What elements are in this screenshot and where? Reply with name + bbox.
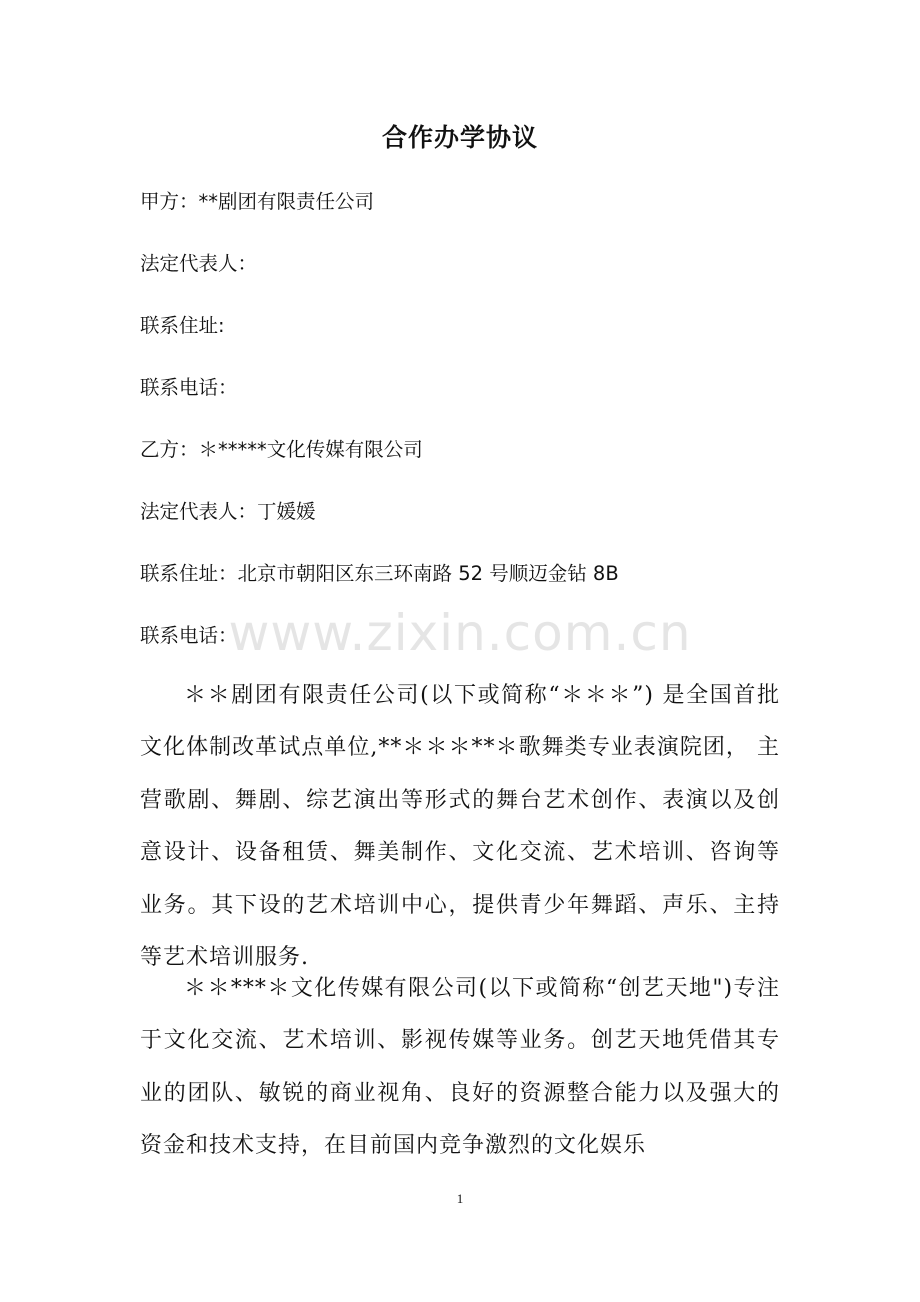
party-a-name xyxy=(140,187,780,217)
field-label: 乙方： xyxy=(140,438,199,461)
field-label: 联系住址： xyxy=(140,562,238,585)
field-value: **剧团有限责任公司 xyxy=(198,190,375,213)
document-title: 合作办学协议 xyxy=(381,123,538,152)
field-label: 甲方： xyxy=(140,190,199,213)
field-label: 联系电话： xyxy=(140,376,238,399)
field-label: 联系电话： xyxy=(140,624,238,647)
party-b-name xyxy=(140,435,780,465)
party-b-address xyxy=(140,559,780,589)
field-value: 丁媛媛 xyxy=(257,500,316,523)
field-label: 法定代表人： xyxy=(140,252,258,275)
field-value: 北京市朝阳区东三环南路 52 号顺迈金钻 8B xyxy=(237,562,619,585)
party-a-address xyxy=(140,311,780,341)
party-b-phone xyxy=(140,621,780,651)
field-value: ＊*****文化传媒有限公司 xyxy=(198,438,423,461)
paragraph-party-b-intro: ＊＊***＊文化传媒有限公司(以下或简称“创艺天地")专注于文化交流、艺术培训、影视传媒等业务。创艺天地凭借其专业的团队、敏锐的商业视角、良好的资源整合能力以及强大的资金和技术支持，在目前国内竞争激烈的文化娱乐 xyxy=(140,976,780,1159)
page-number: 1 xyxy=(456,1191,464,1206)
party-a-phone xyxy=(140,373,780,403)
field-label: 法定代表人： xyxy=(140,500,258,523)
watermark: www.zixin.com.cn xyxy=(228,604,692,662)
paragraph-party-a-intro: ＊＊剧团有限责任公司(以下或简称“＊＊＊”) 是全国首批文化体制改革试点单位,**＊＊＊**＊歌舞类专业表演院团， 主营歌剧、舞剧、综艺演出等形式的舞台艺术创作、表演以及创意设计、设备租赁、舞美制作、文化交流、艺术培训、咨询等业务。其下设的艺术培训中心，提供青少年舞蹈、声乐、主持等艺术培训服务. xyxy=(140,683,780,971)
field-label: 联系住址: xyxy=(140,314,225,337)
party-b-legal-representative xyxy=(140,497,780,527)
party-a-legal-representative xyxy=(140,249,780,279)
